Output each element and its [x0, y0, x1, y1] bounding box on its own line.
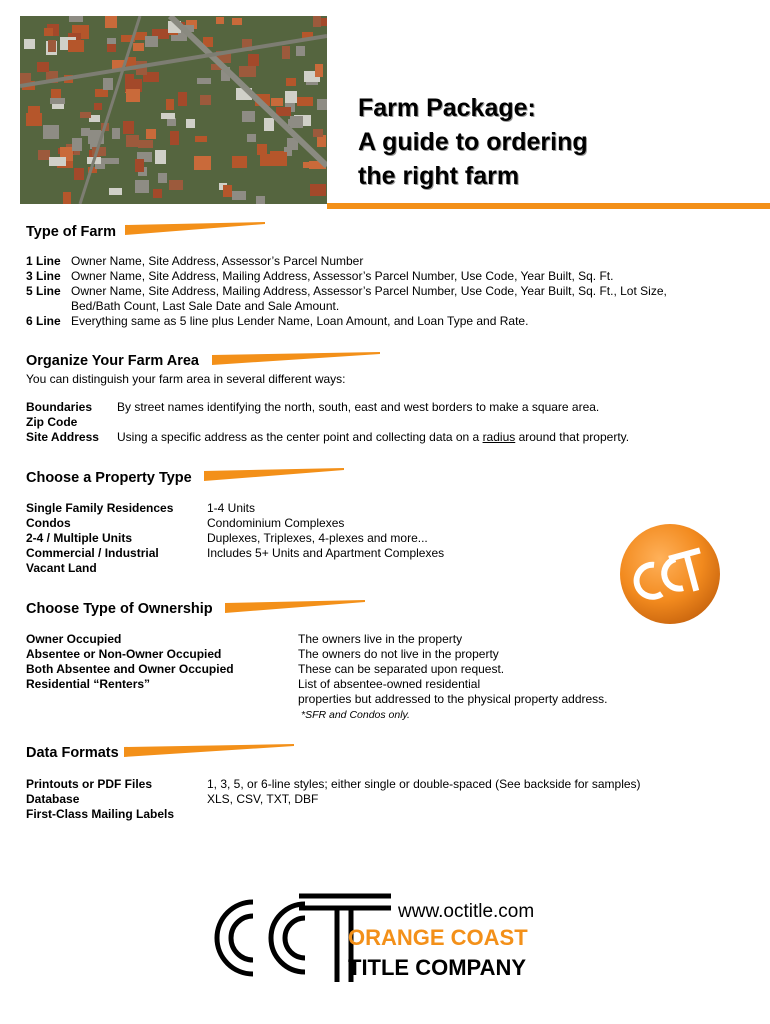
ownership-note: *SFR and Condos only. — [301, 709, 410, 721]
format-text: 1, 3, 5, or 6-line styles; either single or double-spaced (See backside for samples) — [207, 777, 641, 791]
rooftop — [186, 119, 195, 128]
rooftop — [315, 64, 323, 77]
rooftop — [232, 156, 247, 168]
orange-ball-logo — [617, 521, 723, 627]
organize-label: Site Address — [26, 430, 99, 444]
rooftop — [232, 191, 246, 200]
ownership-text: List of absentee-owned residential — [298, 677, 481, 691]
rooftop — [242, 111, 255, 122]
farm-line-label: 3 Line — [26, 269, 61, 283]
rooftop — [257, 144, 267, 155]
ownership-text: The owners live in the property — [298, 632, 463, 646]
rooftop — [271, 98, 283, 106]
farm-line-label: 1 Line — [26, 254, 61, 268]
rooftop — [197, 78, 211, 84]
ownership-text: These can be separated upon request. — [298, 662, 505, 676]
format-label: First-Class Mailing Labels — [26, 807, 175, 821]
rooftop — [286, 78, 296, 86]
rooftop — [290, 116, 303, 128]
rooftop — [43, 125, 59, 139]
format-text: XLS, CSV, TXT, DBF — [207, 792, 319, 806]
page-title: Farm Package: A guide to ordering the right farm — [358, 94, 588, 190]
heading-swoosh — [212, 352, 380, 366]
rooftop — [126, 89, 140, 102]
rooftop — [133, 43, 144, 51]
rooftop — [123, 121, 134, 134]
property-text: 1-4 Units — [207, 501, 256, 515]
organize-label: Boundaries — [26, 400, 93, 414]
rooftop — [232, 18, 242, 25]
rooftop — [264, 118, 274, 131]
format-label: Database — [26, 792, 80, 806]
rooftop — [178, 92, 187, 106]
rooftop — [248, 54, 259, 66]
organize-text: Using a specific address as the center point and collecting data on a radius around that property. — [117, 430, 630, 444]
farm-line-text: Everything same as 5 line plus Lender Name, Loan Amount, and Loan Type and Rate. — [71, 314, 529, 328]
rooftop — [24, 39, 35, 49]
rooftop — [80, 112, 91, 118]
rooftop — [161, 113, 175, 119]
rooftop — [166, 99, 174, 110]
rooftop — [50, 98, 65, 104]
property-text: Condominium Complexes — [207, 516, 345, 530]
format-label: Printouts or PDF Files — [26, 777, 153, 791]
aerial-neighborhood-photo — [20, 16, 327, 204]
rooftop — [94, 103, 102, 110]
rooftop — [105, 16, 117, 28]
section-heading-ownership: Choose Type of Ownership — [26, 601, 213, 617]
rooftop — [310, 184, 326, 196]
rooftop — [167, 118, 176, 126]
rooftop — [195, 136, 207, 142]
rooftop — [74, 168, 84, 180]
property-label: Single Family Residences — [26, 501, 174, 515]
rooftop — [126, 135, 139, 147]
ownership-label: Owner Occupied — [26, 632, 122, 646]
rooftop — [37, 62, 49, 72]
rooftop — [170, 131, 179, 145]
rooftop — [256, 196, 265, 204]
farm-line-label: 5 Line — [26, 284, 61, 298]
section-heading-type-of-farm: Type of Farm — [26, 224, 116, 240]
rooftop — [313, 16, 321, 27]
rooftop — [49, 157, 66, 166]
section-heading-property-type: Choose a Property Type — [26, 470, 192, 486]
rooftop — [297, 97, 313, 106]
rooftop — [112, 128, 120, 139]
ownership-text: The owners do not live in the property — [298, 647, 499, 661]
company-name-line1: ORANGE COAST — [348, 925, 528, 950]
rooftop — [153, 189, 162, 198]
header-divider — [327, 203, 770, 209]
heading-swoosh — [125, 222, 265, 236]
property-text: Duplexes, Triplexes, 4-plexes and more... — [207, 531, 428, 545]
rooftop — [109, 188, 122, 195]
rooftop — [72, 138, 82, 151]
rooftop — [223, 185, 232, 197]
rooftop — [81, 128, 90, 136]
rooftop — [158, 173, 167, 183]
rooftop — [105, 158, 119, 164]
rooftop — [103, 78, 113, 90]
radius-term: radius — [482, 430, 516, 444]
rooftop — [239, 66, 256, 77]
rooftop — [313, 129, 323, 137]
rooftop — [135, 180, 149, 193]
rooftop — [63, 192, 71, 204]
rooftop — [48, 40, 56, 52]
rooftop — [68, 40, 84, 52]
rooftop — [317, 99, 327, 110]
property-label: 2-4 / Multiple Units — [26, 531, 133, 545]
organize-label: Zip Code — [26, 415, 78, 429]
rooftop — [194, 156, 211, 170]
rooftop — [44, 28, 53, 36]
company-name-line2: TITLE COMPANY — [348, 955, 527, 980]
rooftop — [146, 129, 156, 139]
farm-line-text: Owner Name, Site Address, Mailing Address, Assessor’s Parcel Number, Use Code, Year Built, Sq. Ft., Lot Size, — [71, 284, 667, 298]
rooftop — [285, 91, 297, 103]
heading-swoosh — [225, 600, 365, 614]
rooftop — [296, 46, 305, 56]
section-heading-organize: Organize Your Farm Area — [26, 353, 199, 369]
rooftop — [155, 150, 166, 164]
heading-swoosh — [204, 468, 344, 482]
rooftop — [107, 38, 116, 45]
property-label: Condos — [26, 516, 71, 530]
rooftop — [260, 154, 275, 166]
rooftop — [135, 159, 144, 172]
property-text: Includes 5+ Units and Apartment Complexes — [207, 546, 445, 560]
rooftop — [107, 44, 116, 52]
farm-line-text: Owner Name, Site Address, Assessor’s Parcel Number — [71, 254, 364, 268]
rooftop — [282, 46, 290, 59]
rooftop — [69, 16, 83, 22]
rooftop — [38, 150, 50, 160]
ownership-label: Absentee or Non-Owner Occupied — [26, 647, 222, 661]
rooftop — [95, 89, 108, 97]
company-url: www.octitle.com — [398, 901, 535, 922]
organize-text: By street names identifying the north, south, east and west borders to make a square area. — [117, 400, 600, 414]
property-label: Vacant Land — [26, 561, 97, 575]
rooftop — [200, 95, 211, 105]
ownership-text: properties but addressed to the physical property address. — [298, 692, 608, 706]
farm-line-text-continued: Bed/Bath Count, Last Sale Date and Sale Amount. — [71, 299, 340, 313]
farm-line-text: Owner Name, Site Address, Mailing Address, Assessor’s Parcel Number, Use Code, Year Built, Sq. Ft. — [71, 269, 614, 283]
rooftop — [28, 106, 40, 116]
rooftop — [145, 36, 158, 47]
section-heading-data-formats: Data Formats — [26, 745, 119, 761]
organize-intro: You can distinguish your farm area in several different ways: — [26, 372, 346, 386]
heading-swoosh — [124, 744, 294, 758]
rooftop — [216, 17, 224, 24]
ownership-label: Both Absentee and Owner Occupied — [26, 662, 234, 676]
property-label: Commercial / Industrial — [26, 546, 159, 560]
farm-line-label: 6 Line — [26, 314, 61, 328]
ownership-label: Residential “Renters” — [26, 677, 151, 691]
rooftop — [138, 140, 153, 148]
rooftop — [51, 89, 61, 98]
rooftop — [247, 134, 256, 142]
rooftop — [276, 107, 291, 116]
rooftop — [169, 180, 183, 190]
